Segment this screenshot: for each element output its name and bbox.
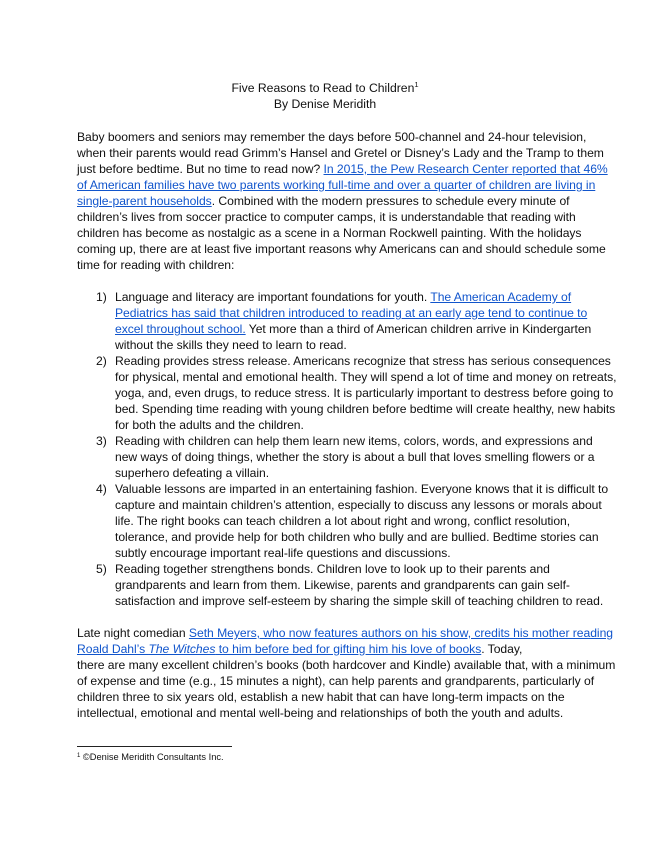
byline: By Denise Meridith — [273, 96, 377, 111]
closing-text-continued: there are many excellent children’s books (both hardcover and Kindle) available that, with a minimum of expense and time (e.g., 15 minutes a night), can help parents and grandparents, particularly of children three to six years old, establish a new habit that can have long-term impacts on the intellectual, emotional and mental well-being and relationships of both the youth and adults. — [77, 658, 616, 720]
book-title: The Witches — [148, 642, 216, 656]
intro-text-continued: . Combined with the modern pressures to schedule every minute of children’s lives from soccer practice to computer camps, it is understandable that reading with children has become as nostalgic as a scene in a Norman Rockwell painting. With the holidays coming up, there are at least five important reasons why Americans can and should schedule some time for reading with children: — [77, 194, 606, 272]
list-item — [77, 433, 617, 481]
list-item-text: Language and literacy are important foundations for youth. — [115, 290, 431, 304]
pew-research-link[interactable]: In 2015, the Pew Research Center reported that 46% of American families have two parents working full-time and over a quarter of children are living in single-parent households — [77, 162, 608, 208]
list-item-text: Reading together strengthens bonds. Children love to look up to their parents and grandparents and learn from them. Likewise, parents and grandparents can gain self-satisfaction and improve self-esteem by sharing the simple skill of teaching children to read. — [115, 562, 604, 608]
list-item-text: Valuable lessons are imparted in an entertaining fashion. Everyone knows that it is difficult to capture and maintain children’s attention, especially to discuss any lessons or morals about life. The right books can teach children a lot about right and wrong, conflict resolution, tolerance, and provide help for both children who bully and are bullied. Bedtime stories can subtly encourage important real-life questions and discussions. — [115, 482, 609, 560]
footnote-text: ©Denise Meridith Consultants Inc. — [80, 752, 224, 762]
list-item-number: 5) — [96, 562, 107, 576]
closing-text-today: . Today, — [481, 642, 523, 656]
document-title — [0, 81, 650, 97]
aap-link[interactable]: The American Academy of Pediatrics has said that children introduced to reading at an early age tend to continue to excel throughout school. — [115, 290, 588, 336]
footnote — [77, 751, 224, 763]
closing-paragraph — [77, 625, 617, 721]
list-item-text: Reading provides stress release. Americans recognize that stress has serious consequences for physical, mental and emotional health. They will spend a lot of time and money on retreats, yoga, and, even drugs, to reduce stress. It is particularly important to destress before going to bed. Spending time reading with young children before bedtime will create healthy, new habits for both the adults and the children. — [115, 354, 617, 432]
intro-text: Baby boomers and seniors may remember the days before 500-channel and 24-hour television, when their parents would read Grimm’s Hansel and Gretel or Disney’s Lady and the Tramp to them just before bedtime. But no time to read now? — [77, 130, 604, 176]
link-text-continued: to him before bed for gifting him his love of books — [215, 642, 482, 656]
link-text: Seth Meyers, who now features authors on his show, credits his mother reading Roald Dahl’s — [77, 626, 614, 656]
closing-text: Late night comedian — [77, 626, 189, 640]
list-item-number: 1) — [96, 290, 107, 304]
footnote-mark: 1 — [77, 753, 81, 759]
title-footnote-mark[interactable]: 1 — [414, 80, 419, 89]
list-item — [77, 481, 617, 561]
title-text: Five Reasons to Read to Children — [231, 81, 415, 95]
list-item-number: 4) — [96, 482, 107, 496]
reasons-list — [77, 289, 617, 609]
list-item-text-continued: Yet more than a third of American children arrive in Kindergarten without the skills they need to learn to read. — [115, 322, 592, 352]
list-item-number: 3) — [96, 434, 107, 448]
list-item — [77, 561, 617, 609]
title-block — [0, 81, 650, 112]
list-item — [77, 353, 617, 433]
list-item-number: 2) — [96, 354, 107, 368]
article-body — [77, 129, 617, 721]
intro-paragraph — [77, 129, 617, 273]
list-item — [77, 289, 617, 353]
footnote-divider — [77, 746, 232, 747]
list-item-text: Reading with children can help them learn new items, colors, words, and expressions and new ways of doing things, whether the story is about a bull that loves smelling flowers or a superhero defeating a villain. — [115, 434, 595, 480]
